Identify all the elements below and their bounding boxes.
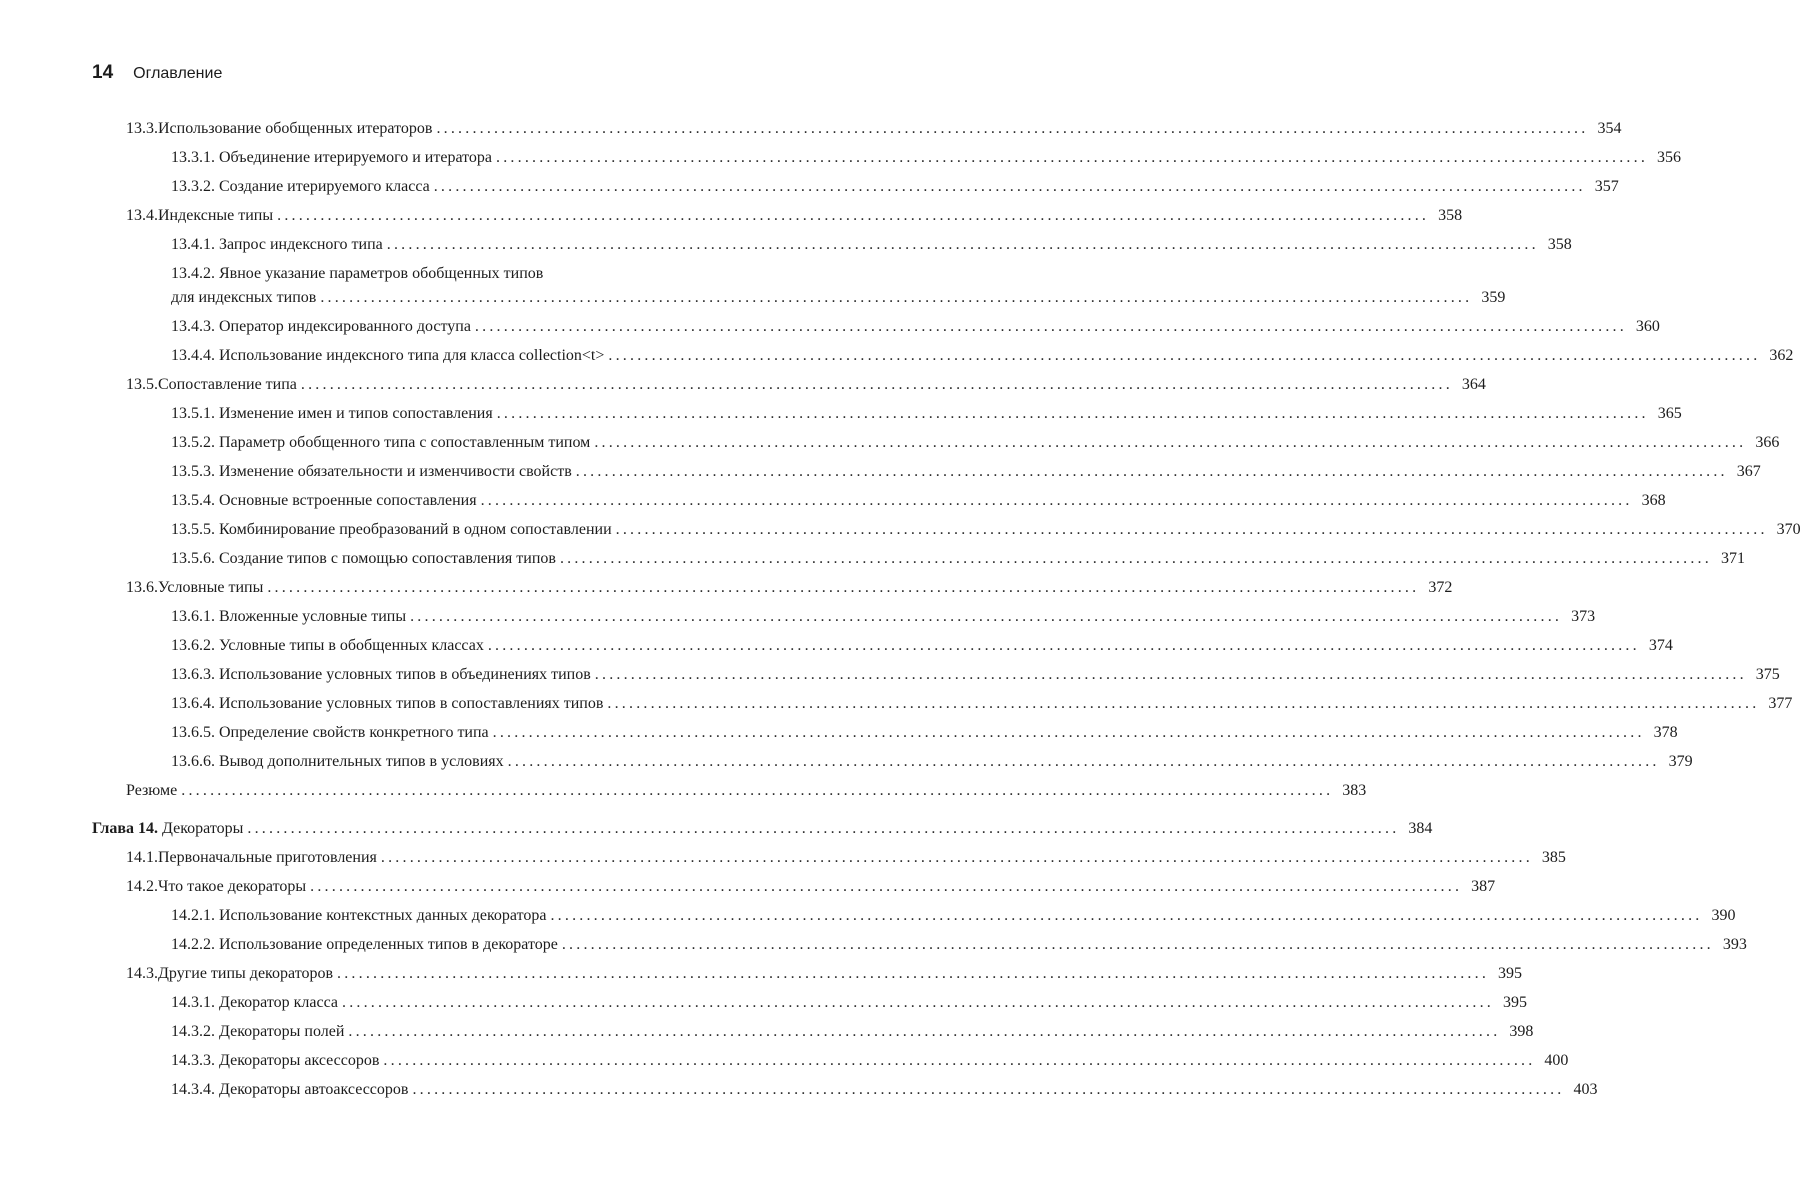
toc-entry-number: 13.3.2. (171, 178, 215, 195)
toc-entry-number: 13.3.1. (171, 149, 215, 166)
toc-entry-number: 14.3.3. (171, 1052, 215, 1069)
toc-entry (0, 605, 1596, 629)
toc-entry-number: 13.6.6. (171, 753, 215, 770)
toc-entry (0, 373, 1486, 397)
toc-entry-page: 374 (1648, 637, 1673, 654)
toc-entry-number: 13.5.6. (171, 550, 215, 567)
toc-entry-number: 13.3. (126, 120, 158, 137)
toc-entry-number: 13.4.2. (171, 265, 215, 282)
toc-entry-title: Условные типы в обобщенных классах (219, 637, 484, 654)
toc-entry-page: 356 (1657, 149, 1682, 166)
toc-entry-title: Использование обобщенных итераторов (158, 120, 433, 137)
table-of-contents (0, 117, 1801, 1102)
toc-entry-number: 14.2. (126, 878, 158, 895)
toc-entry (0, 962, 1523, 986)
toc-entry-title: Декоратор класса (219, 994, 338, 1011)
toc-entry-title: Вложенные условные типы (219, 608, 407, 625)
dot-leader: ................................................................................................................................................................ (181, 782, 1334, 799)
toc-entry (0, 933, 1747, 957)
toc-entry-number: 14.3.4. (171, 1081, 215, 1098)
toc-entry-page: 403 (1573, 1081, 1598, 1098)
toc-entry-number: 14.2.2. (171, 936, 215, 953)
toc-entry-page: 365 (1657, 405, 1682, 422)
toc-entry-number: 13.4.3. (171, 318, 215, 335)
toc-entry (0, 779, 1367, 803)
toc-entry (0, 1049, 1569, 1073)
toc-entry (0, 875, 1496, 899)
toc-entry (0, 750, 1693, 774)
dot-leader: ................................................................................................................................................................ (594, 666, 1747, 683)
toc-entry-number: 13.6.3. (171, 666, 215, 683)
toc-entry-page: 395 (1503, 994, 1527, 1011)
toc-entry-title: Резюме (126, 782, 178, 799)
dot-leader: ................................................................................................................................................................ (337, 965, 1490, 982)
toc-entry-page: 357 (1594, 178, 1619, 195)
toc-entry-page: 359 (1481, 289, 1506, 306)
dot-leader: ................................................................................................................................................................ (348, 1023, 1501, 1040)
toc-entry-title: Декораторы аксессоров (219, 1052, 380, 1069)
toc-entry-page: 390 (1711, 907, 1736, 924)
toc-entry-title: Другие типы декораторов (158, 965, 334, 982)
toc-entry-title: Запрос индексного типа (219, 236, 383, 253)
toc-entry-page: 393 (1722, 936, 1747, 953)
dot-leader: ................................................................................................................................................................ (615, 521, 1768, 538)
dot-leader: ................................................................................................................................................................ (277, 207, 1430, 224)
toc-entry (0, 846, 1566, 870)
toc-entry-title: Оператор индексированного доступа (219, 318, 471, 335)
dot-leader: ................................................................................................................................................................ (550, 907, 1703, 924)
toc-entry-number: 13.6. (126, 579, 158, 596)
toc-entry-title-continued: для индексных типов (171, 289, 317, 306)
toc-entry-page: 400 (1544, 1052, 1569, 1069)
toc-entry-number: 13.5.5. (171, 521, 215, 538)
toc-entry (0, 991, 1527, 1015)
toc-entry-page: 373 (1571, 608, 1596, 625)
toc-entry-page: 367 (1736, 463, 1761, 480)
toc-entry (0, 146, 1682, 170)
toc-entry-page: 370 (1776, 521, 1801, 538)
toc-entry-page: 379 (1668, 753, 1693, 770)
toc-entry-number: 14.3.1. (171, 994, 215, 1011)
dot-leader: ................................................................................................................................................................ (480, 492, 1633, 509)
toc-entry (0, 175, 1619, 199)
toc-entry-page: 364 (1461, 376, 1486, 393)
toc-entry-number: 14.3.2. (171, 1023, 215, 1040)
dot-leader: ................................................................................................................................................................ (433, 178, 1586, 195)
toc-entry (0, 692, 1793, 716)
toc-entry (0, 634, 1673, 658)
toc-entry-number: 13.4. (126, 207, 158, 224)
toc-entry (0, 460, 1761, 484)
toc-entry-number: 13.5.1. (171, 405, 215, 422)
toc-entry-page: 362 (1769, 347, 1794, 364)
toc-entry (0, 721, 1678, 745)
toc-entry-page: 378 (1653, 724, 1678, 741)
dot-leader: ................................................................................................................................................................ (267, 579, 1420, 596)
toc-entry-title: Параметр обобщенного типа с сопоставленным типом (219, 434, 591, 451)
toc-entry (0, 904, 1736, 928)
toc-entry-page: 354 (1597, 120, 1622, 137)
toc-entry (0, 576, 1453, 600)
dot-leader: ................................................................................................................................................................ (559, 550, 1712, 567)
running-head: Оглавление (133, 65, 223, 82)
toc-entry-title: Использование индексного типа для класса collection<t> (219, 347, 605, 364)
toc-entry (0, 663, 1780, 687)
toc-entry-title: Декораторы автоаксессоров (219, 1081, 409, 1098)
toc-entry (0, 344, 1794, 368)
dot-leader: ................................................................................................................................................................ (383, 1052, 1536, 1069)
dot-leader: ................................................................................................................................................................ (386, 236, 1539, 253)
toc-entry-number: 14.2.1. (171, 907, 215, 924)
toc-entry-page: 358 (1547, 236, 1572, 253)
toc-entry-title: Что такое декораторы (158, 878, 307, 895)
toc-entry-number: 13.6.1. (171, 608, 215, 625)
toc-entry (0, 431, 1780, 455)
toc-entry (0, 204, 1463, 228)
dot-leader: ................................................................................................................................................................ (607, 695, 1760, 712)
dot-leader: ................................................................................................................................................................ (608, 347, 1761, 364)
toc-entry-page: 387 (1471, 878, 1496, 895)
dot-leader: ................................................................................................................................................................ (342, 994, 1494, 1011)
dot-leader: ................................................................................................................................................................ (412, 1081, 1565, 1098)
toc-entry-page: 375 (1755, 666, 1780, 683)
toc-entry-title: Объединение итерируемого и итератора (219, 149, 493, 166)
toc-entry-number: 13.5.2. (171, 434, 215, 451)
toc-entry (0, 1078, 1598, 1102)
toc-entry-number: 13.6.2. (171, 637, 215, 654)
dot-leader: ................................................................................................................................................................ (410, 608, 1563, 625)
toc-entry-number: Глава 14. (92, 820, 158, 837)
toc-entry-number: 14.1. (126, 849, 158, 866)
toc-entry-number: 13.5.4. (171, 492, 215, 509)
toc-entry-title: Вывод дополнительных типов в условиях (219, 753, 504, 770)
toc-entry-number: 13.6.5. (171, 724, 215, 741)
dot-leader: ................................................................................................................................................................ (496, 405, 1649, 422)
dot-leader: ................................................................................................................................................................ (380, 849, 1533, 866)
toc-entry-title: Индексные типы (158, 207, 274, 224)
toc-entry-page: 398 (1509, 1023, 1534, 1040)
dot-leader: ................................................................................................................................................................ (320, 289, 1473, 306)
toc-entry-page: 385 (1541, 849, 1566, 866)
toc-entry-title: Использование контекстных данных декоратора (219, 907, 547, 924)
toc-entry-title: Определение свойств конкретного типа (219, 724, 489, 741)
toc-entry-page: 366 (1755, 434, 1780, 451)
toc-entry (0, 262, 1506, 310)
toc-entry (0, 518, 1801, 542)
toc-entry-title: Явное указание параметров обобщенных типов (219, 265, 544, 282)
toc-entry-title: Использование условных типов в сопоставлениях типов (219, 695, 604, 712)
toc-entry-page: 358 (1438, 207, 1463, 224)
toc-entry-title: Изменение имен и типов сопоставления (219, 405, 493, 422)
toc-entry-number: 14.3. (126, 965, 158, 982)
toc-entry (0, 1020, 1534, 1044)
toc-entry-title: Сопоставление типа (158, 376, 297, 393)
toc-entry-page: 368 (1641, 492, 1666, 509)
toc-entry-page: 377 (1768, 695, 1793, 712)
page-number: 14 (92, 62, 114, 83)
toc-entry-title: Декораторы (162, 820, 244, 837)
dot-leader: ................................................................................................................................................................ (507, 753, 1660, 770)
toc-entry-title: Использование определенных типов в декораторе (219, 936, 558, 953)
toc-entry-number: 13.5. (126, 376, 158, 393)
toc-entry-title: Первоначальные приготовления (158, 849, 377, 866)
toc-entry-title: Создание типов с помощью сопоставления типов (219, 550, 556, 567)
page-header (92, 62, 222, 88)
dot-leader: ................................................................................................................................................................ (496, 149, 1649, 166)
toc-entry-number: 13.6.4. (171, 695, 215, 712)
toc-entry-number: 13.5.3. (171, 463, 215, 480)
dot-leader: ................................................................................................................................................................ (487, 637, 1640, 654)
dot-leader: ................................................................................................................................................................ (310, 878, 1463, 895)
toc-entry-page: 371 (1720, 550, 1745, 567)
toc-entry-title: Создание итерируемого класса (219, 178, 430, 195)
toc-entry-number: 13.4.4. (171, 347, 215, 364)
toc-entry (0, 817, 1433, 841)
toc-entry-page: 383 (1342, 782, 1367, 799)
toc-entry (0, 402, 1682, 426)
toc-entry-number: 13.4.1. (171, 236, 215, 253)
dot-leader: ................................................................................................................................................................ (594, 434, 1747, 451)
dot-leader: ................................................................................................................................................................ (474, 318, 1627, 335)
toc-entry-page: 384 (1408, 820, 1433, 837)
toc-entry-title: Декораторы полей (219, 1023, 345, 1040)
dot-leader: ................................................................................................................................................................ (436, 120, 1589, 137)
toc-entry-title: Условные типы (158, 579, 264, 596)
toc-entry-title: Комбинирование преобразований в одном сопоставлении (219, 521, 612, 538)
dot-leader: ................................................................................................................................................................ (247, 820, 1400, 837)
toc-entry (0, 233, 1572, 257)
toc-entry-title: Использование условных типов в объединениях типов (219, 666, 591, 683)
toc-entry (0, 117, 1622, 141)
toc-entry (0, 489, 1666, 513)
toc-entry (0, 547, 1745, 571)
toc-entry-title: Основные встроенные сопоставления (219, 492, 477, 509)
toc-entry-title: Изменение обязательности и изменчивости свойств (219, 463, 572, 480)
dot-leader: ................................................................................................................................................................ (300, 376, 1453, 393)
dot-leader: ................................................................................................................................................................ (492, 724, 1645, 741)
dot-leader: ................................................................................................................................................................ (561, 936, 1714, 953)
toc-entry-page: 395 (1498, 965, 1523, 982)
toc-entry-page: 372 (1428, 579, 1453, 596)
dot-leader: ................................................................................................................................................................ (575, 463, 1728, 480)
toc-entry-page: 360 (1635, 318, 1660, 335)
toc-entry (0, 315, 1660, 339)
